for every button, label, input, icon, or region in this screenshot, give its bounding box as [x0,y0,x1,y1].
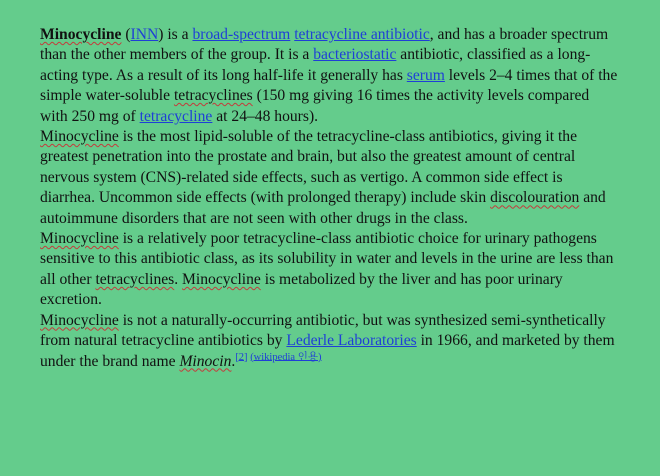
term-minocycline: Minocycline [40,26,122,43]
text: is not a naturally-occurring antibiotic, but was synthesized semi-synthetically from natural tetracycline antibiotics by [40,311,606,350]
text: is a relatively poor tetracycline-class antibiotic choice for urinary pathogens sensitive to this antibiotic class, as its solubility in water and levels in the urine are less than all other [40,230,614,288]
term-minocycline: Minocycline [40,128,119,146]
paragraph-3 [40,229,620,311]
word-discolouration: discolouration [490,189,580,207]
text: antibiotic, classified as a long-acting type. As a result of its long half-life it generally has [40,46,591,84]
text: ( [121,26,131,43]
word-tetracyclines: tetracyclines [173,87,253,105]
paragraph-1 [40,25,620,127]
text: at 24–48 hours). [212,107,319,125]
link-broad-spectrum[interactable]: broad-spectrum [192,26,291,43]
word-tetracyclines: tetracyclines [95,270,175,288]
text: ) is a [158,26,193,43]
text: is metabolized by the liver and has poor urinary excretion. [40,270,563,309]
link-inn[interactable]: INN [130,26,159,43]
text: . [231,352,236,370]
source-link[interactable]: (wikipedia 인용) [250,351,322,363]
text: (150 mg giving 16 times the activity levels compared with 250 mg of [40,87,590,125]
link-bacteriostatic[interactable]: bacteriostatic [313,46,397,64]
text: . [174,270,183,288]
link-lederle-laboratories[interactable]: Lederle Laboratories [286,332,417,350]
link-tetracycline-antibiotic[interactable]: tetracycline antibiotic [294,26,430,43]
text: levels 2–4 times that of the simple water-soluble [40,66,618,105]
text: in 1966, and marketed by them under the brand name [40,332,615,370]
text: is the most lipid-soluble of the tetracycline-class antibiotics, giving it the greatest penetration into the prostate and brain, but also the greatest amount of central nervous system (CNS)-related side effects, such as vertigo. A common side effect is diarrhea. Uncommon side effects (with prolonged therapy) include skin [40,128,578,207]
paragraph-4 [40,311,620,372]
text: and autoimmune disorders that are not seen with other drugs in the class. [40,189,606,227]
term-minocycline: Minocycline [40,311,119,329]
document-body [40,25,620,372]
link-serum[interactable]: serum [406,66,445,84]
term-minocycline: Minocycline [182,270,261,288]
brand-name-minocin: Minocin [179,352,232,370]
text: , and has a broader spectrum than the other members of the group. It is a [40,26,609,64]
paragraph-2 [40,127,620,229]
term-minocycline: Minocycline [40,230,119,248]
reference-link[interactable]: [2] [235,351,248,363]
link-tetracycline[interactable]: tetracycline [139,107,213,125]
